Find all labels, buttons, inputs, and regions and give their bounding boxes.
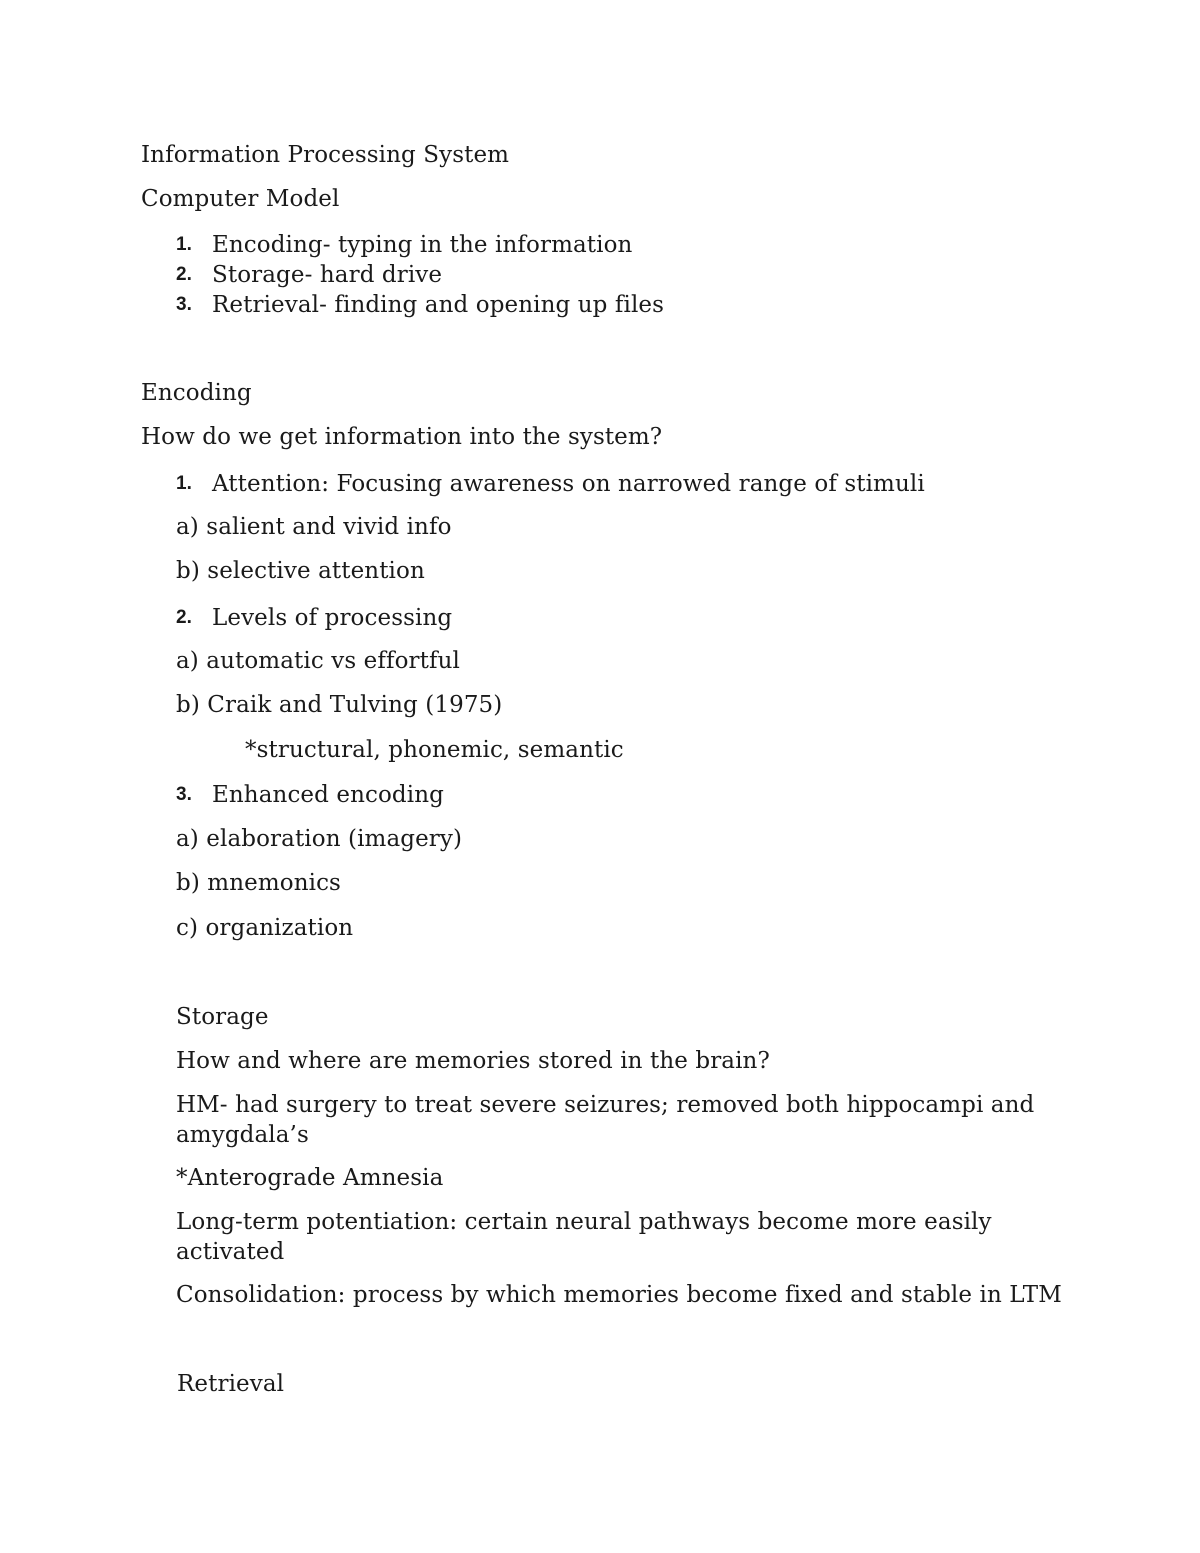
paragraph-line: activated bbox=[176, 1239, 285, 1265]
list-text: Levels of processing bbox=[212, 605, 453, 631]
section-heading: Retrieval bbox=[177, 1371, 285, 1397]
paragraph-line: HM- had surgery to treat severe seizures; removed both hippocampi and bbox=[176, 1092, 1035, 1118]
section-question: How and where are memories stored in the brain? bbox=[176, 1048, 770, 1074]
list-number: 1. bbox=[176, 473, 192, 494]
list-number: 3. bbox=[176, 784, 192, 805]
paragraph-line: *Anterograde Amnesia bbox=[176, 1165, 444, 1191]
list-number: 3. bbox=[176, 294, 192, 315]
paragraph-line: Long-term potentiation: certain neural pathways become more easily bbox=[176, 1209, 992, 1235]
list-text: Enhanced encoding bbox=[212, 782, 444, 808]
sub-item: a) salient and vivid info bbox=[176, 514, 452, 540]
list-text: Storage- hard drive bbox=[212, 262, 443, 288]
sub-item: b) Craik and Tulving (1975) bbox=[176, 692, 503, 718]
list-number: 2. bbox=[176, 264, 192, 285]
list-text: Retrieval- finding and opening up files bbox=[212, 292, 665, 318]
list-text: Attention: Focusing awareness on narrowed range of stimuli bbox=[212, 471, 925, 497]
sub-item: b) mnemonics bbox=[176, 870, 341, 896]
section-subtitle: Computer Model bbox=[141, 186, 340, 212]
page-title: Information Processing System bbox=[141, 142, 510, 168]
list-number: 1. bbox=[176, 234, 192, 255]
sub-item: a) automatic vs effortful bbox=[176, 648, 460, 674]
sub-item: c) organization bbox=[176, 915, 354, 941]
section-question: How do we get information into the system? bbox=[141, 424, 663, 450]
paragraph-line: Consolidation: process by which memories become fixed and stable in LTM bbox=[176, 1282, 1062, 1308]
section-heading: Storage bbox=[176, 1004, 269, 1030]
section-heading: Encoding bbox=[141, 380, 252, 406]
sub-item: a) elaboration (imagery) bbox=[176, 826, 463, 852]
list-number: 2. bbox=[176, 607, 192, 628]
list-text: Encoding- typing in the information bbox=[212, 232, 633, 258]
sub-item-note: *structural, phonemic, semantic bbox=[245, 737, 624, 763]
sub-item: b) selective attention bbox=[176, 558, 425, 584]
paragraph-line: amygdala’s bbox=[176, 1122, 309, 1148]
